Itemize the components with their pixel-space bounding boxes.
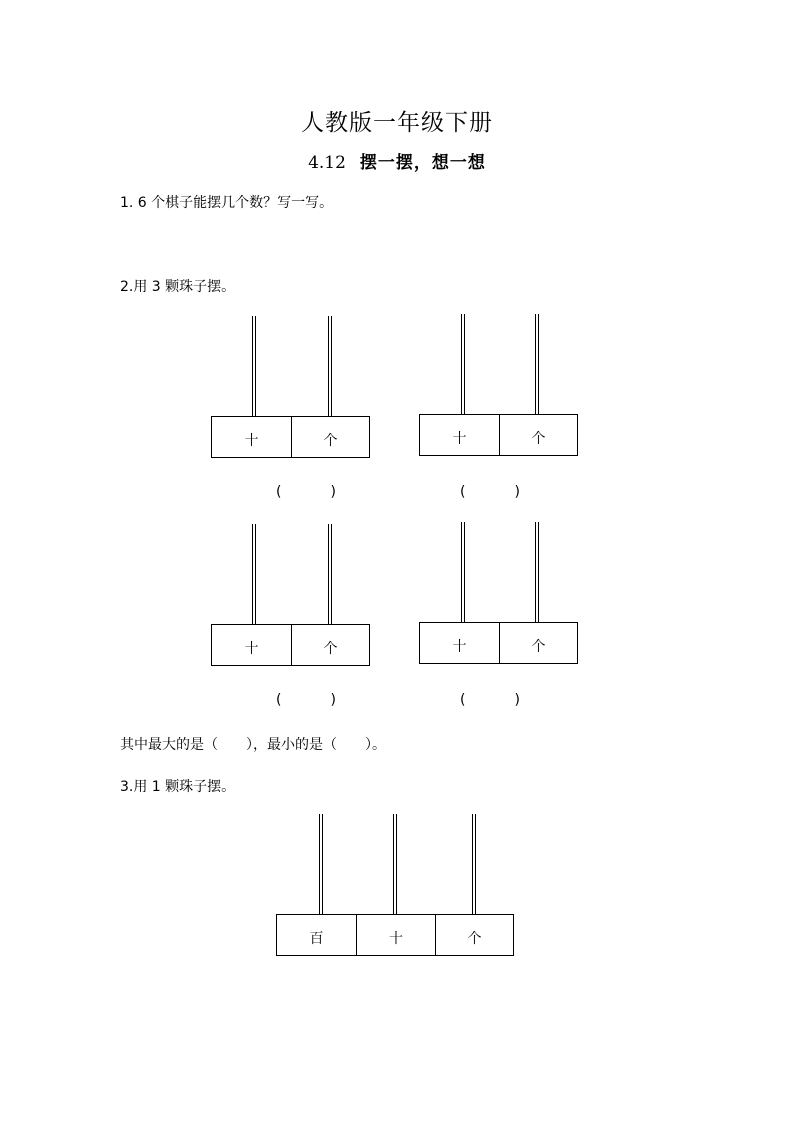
lesson-title: 摆一摆，想一想 (359, 153, 486, 173)
tens-rod (393, 814, 397, 914)
tens-rod (252, 524, 256, 624)
ones-rod (328, 316, 332, 416)
tens-rod (461, 314, 465, 414)
answer-blank-2[interactable]: ( ) (460, 484, 520, 500)
abacus-2 (419, 314, 579, 458)
tens-label: 十 (452, 431, 467, 447)
ones-rod (535, 314, 539, 414)
place-value-box (211, 416, 370, 458)
answer-blank-3[interactable]: ( ) (276, 692, 336, 708)
question-2-compare: 其中最大的是（ ），最小的是（ ）。 (120, 737, 386, 753)
ones-label: 个 (499, 623, 577, 663)
ones-rod (328, 524, 332, 624)
question-3: 3.用 1 颗珠子摆。 (120, 779, 236, 795)
ones-label: 个 (435, 915, 513, 955)
tens-label: 十 (356, 915, 435, 955)
lesson-subtitle (0, 148, 794, 173)
place-value-box (276, 914, 514, 956)
place-value-box (419, 622, 578, 664)
hundreds-label: 百 (309, 931, 324, 947)
question-2: 2.用 3 颗珠子摆。 (120, 279, 236, 295)
tens-rod (461, 522, 465, 622)
ones-rod (472, 814, 476, 914)
tens-label: 十 (244, 433, 259, 449)
ones-rod (535, 522, 539, 622)
tens-rod (252, 316, 256, 416)
question-1: 1. 6 个棋子能摆几个数？写一写。 (120, 195, 334, 211)
ones-label: 个 (291, 625, 369, 665)
abacus-4 (419, 522, 579, 666)
ones-label: 个 (291, 417, 369, 457)
abacus-3 (211, 524, 371, 668)
lesson-number: 4.12 (308, 153, 346, 173)
answer-blank-1[interactable]: ( ) (276, 484, 336, 500)
place-value-box (419, 414, 578, 456)
tens-label: 十 (244, 641, 259, 657)
hundreds-rod (319, 814, 323, 914)
abacus-1 (211, 316, 371, 460)
answer-blank-4[interactable]: ( ) (460, 692, 520, 708)
abacus-5 (276, 814, 516, 958)
page-title: 人教版一年级下册 (301, 110, 493, 136)
place-value-box (211, 624, 370, 666)
tens-label: 十 (452, 639, 467, 655)
ones-label: 个 (499, 415, 577, 455)
